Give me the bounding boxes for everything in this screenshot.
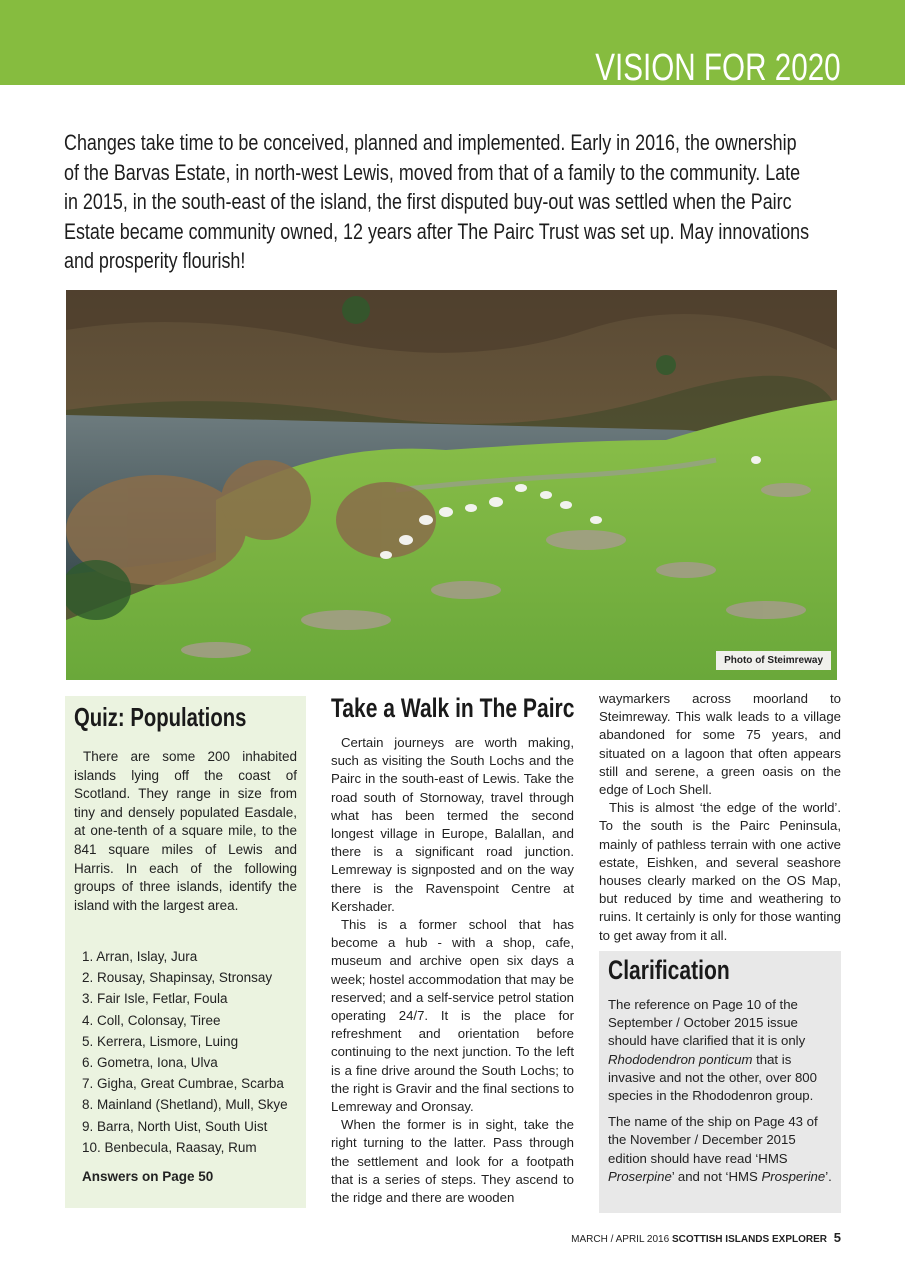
intro-line: Changes take time to be conceived, planned and implemented. Early in 2016, the ownership [64,130,797,155]
walk-paragraph: This is almost ‘the edge of the world’. To the south is the Pairc Peninsula, mainly of pathless terrain with one active estate, Eishken, and several seashore houses clearly marked on the OS Map, but reduced by time and weathering to ruins. It certainly is only for those wanting to get away from it all. [599,800,841,943]
walk-paragraph: Certain journeys are worth making, such as visiting the South Lochs and the Pairc in the south-east of Lewis. Take the road south of Stornoway, travel through what has been termed the second longest village in Europe, Balallan, and there is a significant road junction. Lemreway is signposted and on the way there is the Ravenspoint Centre at Kershader. [331,735,574,914]
quiz-item: 10. Benbecula, Raasay, Rum [82,1139,257,1155]
quiz-item: 3. Fair Isle, Fetlar, Foula [82,991,228,1007]
section-title: VISION FOR 2020 [595,47,841,89]
clarification-title: Clarification [608,955,730,985]
quiz-answers-note: Answers on Page 50 [82,1169,214,1184]
quiz-intro: There are some 200 inhabited islands lying off the coast of Scotland. They range in size from tiny and densely populated Easdale, at one-tenth of a square mile, to the 841 square miles of Lewis and Harris. In each of the following groups of three islands, identify the island with the largest area. [74,749,297,913]
quiz-list [82,946,288,1158]
header-banner [0,0,905,89]
intro-paragraph [64,128,841,276]
clarification-paragraph: The reference on Page 10 of the September / October 2015 issue should have clarified that it is only Rhododendron ponticum that is invasive and not the other, over 800 species in the Rhododenron group. [608,997,817,1104]
landscape-photo [66,290,837,680]
page-number: 5 [833,1230,841,1245]
issue-date: MARCH / APRIL 2016 [571,1234,670,1245]
intro-line: in 2015, in the south-east of the island, the first disputed buy-out was settled when the Pairc [64,189,792,214]
quiz-item: 5. Kerrera, Lismore, Luing [82,1033,239,1049]
quiz-item: 2. Rousay, Shapinsay, Stronsay [82,970,273,986]
intro-line: Estate became community owned, 12 years after The Pairc Trust was set up. May innovations [64,218,810,244]
magazine-name: SCOTTISH ISLANDS EXPLORER [671,1234,827,1245]
walk-paragraph: waymarkers across moorland to Steimreway. This walk leads to a village abandoned for some 75 years, and situated on a lagoon that often appears still and serene, a green oasis on the edge of Loch Shell. [599,691,841,798]
clarification-box [599,951,841,1213]
walk-column [331,690,574,1207]
page-footer [571,1230,841,1245]
quiz-item: 1. Arran, Islay, Jura [82,949,198,964]
walk-paragraph: This is a former school that has become a hub - with a shop, cafe, museum and archive open six days a week; hostel accommodation that may be reserved; and a self-service petrol station operating 24/7. It is the place for refreshment and orientation before continuing to the next junction. To the left is a fine drive around the South Lochs; to the right is Gravir and the final sections to Lemreway and Oronsay. [331,917,574,1115]
walk-paragraph: When the former is in sight, take the right turning to the latter. Pass through the settlement and look for a footpath that is a series of steps. They ascend to the ridge and there are wooden [331,1117,574,1206]
quiz-title: Quiz: Populations [74,702,247,732]
landscape-illustration [66,290,837,680]
walk-column-continued [599,690,841,945]
photo-credit: Photo of Steimreway [716,651,831,670]
quiz-item: 7. Gigha, Great Cumbrae, Scarba [82,1076,284,1092]
quiz-item: 8. Mainland (Shetland), Mull, Skye [82,1097,288,1113]
intro-line: and prosperity flourish! [64,248,246,273]
quiz-item: 4. Coll, Colonsay, Tiree [82,1012,221,1028]
quiz-item: 9. Barra, North Uist, South Uist [82,1118,268,1134]
intro-line: of the Barvas Estate, in north-west Lewis, moved from that of a family to the community. Late [64,159,801,185]
walk-title: Take a Walk in The Pairc [331,693,575,723]
clarification-paragraph: The name of the ship on Page 43 of the November / December 2015 edition should have read ‘HMS Proserpine’ and not ‘HMS Prosperine’. [608,1114,832,1184]
quiz-box [65,696,306,1208]
quiz-item: 6. Gometra, Iona, Ulva [82,1055,218,1071]
